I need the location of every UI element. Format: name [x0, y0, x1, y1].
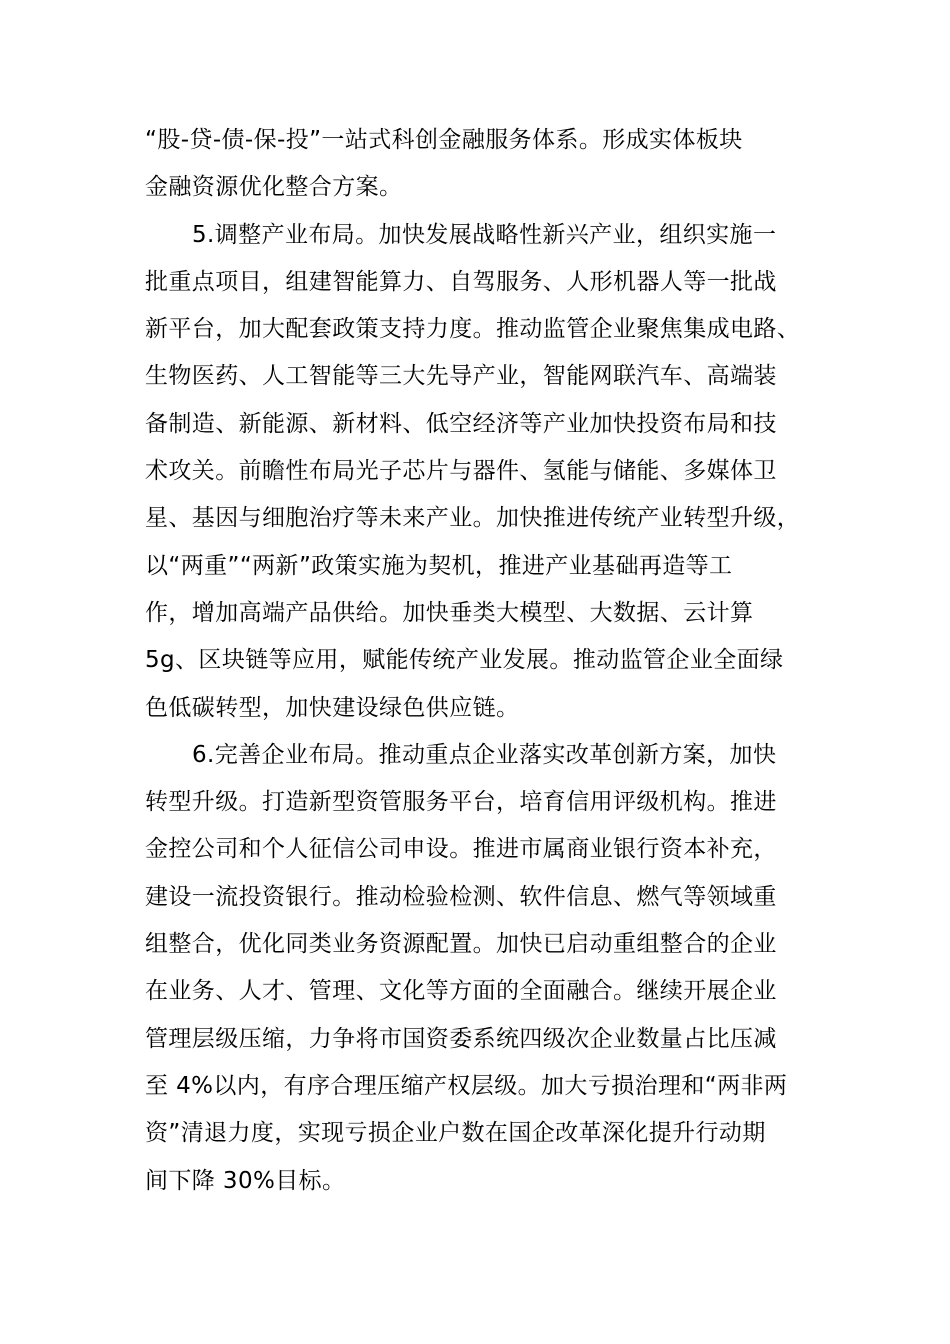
text-line: 新平台，加大配套政策支持力度。推动监管企业聚焦集成电路、: [145, 316, 801, 343]
text-line: 组整合，优化同类业务资源配置。加快已启动重组整合的企业: [145, 931, 777, 958]
paragraph-industry-layout: [145, 212, 813, 732]
text-line: 色低碳转型，加快建设绿色供应链。: [145, 694, 520, 721]
text-line: 金融资源优化整合方案。: [145, 174, 403, 201]
paragraph-heading-line: 6.完善企业布局。推动重点企业落实改革创新方案，加快: [192, 741, 777, 768]
paragraph-finance-continuation: [145, 117, 813, 212]
text-line: 管理层级压缩，力争将市国资委系统四级次企业数量占比压减: [145, 1025, 777, 1052]
text-line: 生物医药、人工智能等三大先导产业，智能网联汽车、高端装: [145, 363, 777, 390]
text-line: 建设一流投资银行。推动检验检测、软件信息、燃气等领域重: [145, 883, 777, 910]
text-line: 星、基因与细胞治疗等未来产业。加快推进传统产业转型升级，: [145, 505, 801, 532]
document-body: [145, 117, 813, 1205]
text-line: 批重点项目，组建智能算力、自驾服务、人形机器人等一批战: [145, 268, 777, 295]
text-line: 作，增加高端产品供给。加快垂类大模型、大数据、云计算: [145, 599, 754, 626]
text-line: 在业务、人才、管理、文化等方面的全面融合。继续开展企业: [145, 978, 777, 1005]
text-line: 备制造、新能源、新材料、低空经济等产业加快投资布局和技: [145, 410, 777, 437]
text-line: 术攻关。前瞻性布局光子芯片与器件、氢能与储能、多媒体卫: [145, 458, 777, 485]
text-line: 间下降 30%目标。: [145, 1167, 346, 1194]
text-line: 资”清退力度，实现亏损企业户数在国企改革深化提升行动期: [145, 1120, 766, 1147]
text-line: 金控公司和个人征信公司申设。推进市属商业银行资本补充，: [145, 836, 777, 863]
paragraph-enterprise-layout: [145, 732, 813, 1205]
text-line: 至 4%以内，有序合理压缩产权层级。加大亏损治理和“两非两: [145, 1072, 788, 1099]
text-line: 转型升级。打造新型资管服务平台，培育信用评级机构。推进: [145, 789, 777, 816]
text-line: 以“两重”“两新”政策实施为契机，推进产业基础再造等工: [145, 552, 733, 579]
text-line: “股-贷-债-保-投”一站式科创金融服务体系。形成实体板块: [145, 127, 743, 153]
paragraph-heading-line: 5.调整产业布局。加快发展战略性新兴产业，组织实施一: [192, 221, 777, 248]
text-line: 5g、区块链等应用，赋能传统产业发展。推动监管企业全面绿: [145, 647, 784, 674]
